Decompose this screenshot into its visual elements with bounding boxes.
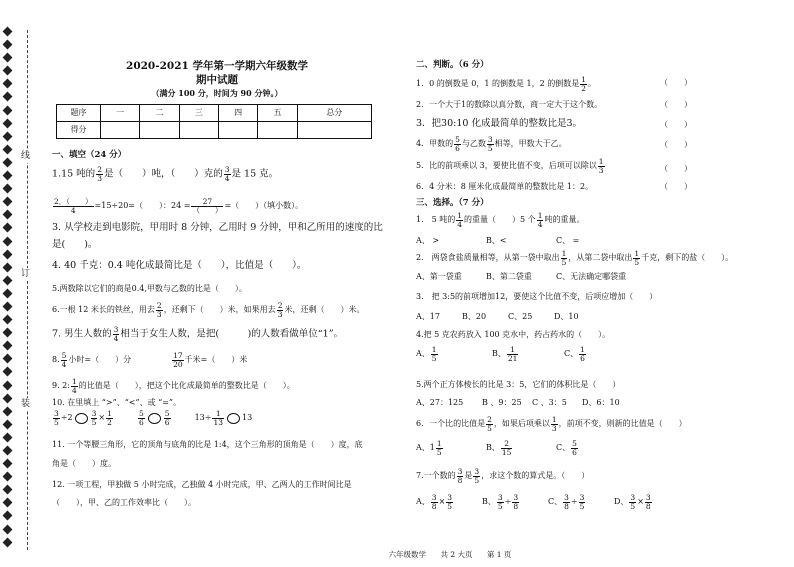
question-1-12: 12. 一项工程，甲独做 5 小时完成，乙独做 4 小时完成，甲、乙两人的工作时间比是 bbox=[52, 480, 352, 489]
binding-diamond bbox=[3, 92, 13, 102]
binding-diamond bbox=[3, 223, 13, 233]
score-cell[interactable] bbox=[297, 122, 371, 139]
fraction: $\frac{3}{5}$ bbox=[54, 409, 59, 427]
binding-diamond bbox=[3, 40, 13, 50]
binding-diamond bbox=[3, 446, 13, 456]
judge-item-3: 3．把30:10 化成最简单的整数比是3。 bbox=[416, 118, 582, 129]
fraction: $\frac{1}{5}$ bbox=[634, 249, 640, 267]
judge-item-6: 6．4 分米：8 厘米化成最简单的整数比是 1：2。 bbox=[416, 182, 594, 191]
choice-1-option-c[interactable]: C、 = bbox=[556, 236, 580, 245]
fraction: $\frac{1}{2}$ bbox=[581, 75, 587, 93]
binding-diamond bbox=[3, 236, 13, 246]
choice-2-option-a[interactable]: A、第一袋重 bbox=[416, 272, 462, 281]
question-1-11-cont: 角是（ ）度。 bbox=[52, 459, 116, 468]
choice-5-option-a[interactable]: A、27：125 bbox=[416, 398, 464, 407]
judge-item-5: 5．比的前项乘以 3，要使比值不变，后项可以除以 $\frac{1}{3}$ bbox=[416, 157, 604, 175]
choice-7-option-d[interactable]: D、 $\frac{3}{5}$ × $\frac{3}{8}$ bbox=[614, 493, 651, 511]
score-cell[interactable] bbox=[218, 122, 257, 139]
binding-diamond bbox=[3, 432, 13, 442]
choice-1: 1. 5 吨的 $\frac{1}{4}$ 的重量（ ）5 个 $\frac{1}{4}$ 吨的重量。 bbox=[416, 211, 585, 229]
choice-6-option-c[interactable]: C、 $\frac{5}{6}$ bbox=[556, 439, 577, 457]
fraction: $\frac{3}{8}$ bbox=[564, 493, 569, 511]
binding-diamond bbox=[3, 380, 13, 390]
score-cell[interactable] bbox=[101, 122, 140, 139]
page-footer bbox=[300, 550, 600, 559]
binding-diamond bbox=[3, 171, 13, 181]
binding-diamond bbox=[3, 498, 13, 508]
choice-7: 7.一个数的 $\frac{3}{8}$ 是 $\frac{3}{5}$ ，求这个数的算式是。（ ） bbox=[416, 467, 590, 485]
judge-answer-4[interactable]: （ ） bbox=[660, 140, 692, 149]
question-1-3: 3. 从学校走到电影院，甲用时 8 分钟，乙用时 9 分钟，甲和乙所用的速度的比 bbox=[52, 222, 383, 233]
binding-diamond bbox=[3, 288, 13, 298]
binding-diamond bbox=[3, 341, 13, 351]
score-table-label: 得分 bbox=[57, 122, 101, 139]
judge-item-4: 4．甲数的 $\frac{5}{6}$ 与乙数 $\frac{3}{5}$ 相等，甲数大于乙。 bbox=[416, 135, 567, 153]
fraction: $\frac{2}{3}$ bbox=[277, 301, 283, 319]
binding-diamond-pattern bbox=[2, 28, 14, 552]
choice-6-option-b[interactable]: B、 $\frac{2}{15}$ bbox=[486, 439, 512, 457]
binding-diamond bbox=[3, 472, 13, 482]
fraction: $\frac{1}{4}$ bbox=[71, 377, 77, 395]
choice-7-option-a[interactable]: A、 $\frac{3}{8}$ × $\frac{3}{5}$ bbox=[416, 493, 453, 511]
fraction: $\frac{17}{20}$ bbox=[173, 351, 183, 369]
choice-1-option-a[interactable]: A、 > bbox=[416, 236, 440, 245]
question-1-10: 10. 在里填上 “>”、“<”、或 “=”。 bbox=[52, 398, 181, 407]
score-table-col: 四 bbox=[218, 105, 257, 122]
fraction: $\frac{3}{8}$ bbox=[645, 493, 651, 511]
fraction: $\frac{3}{8}$ bbox=[431, 493, 437, 511]
score-table-header-row bbox=[57, 105, 372, 122]
score-table-col: 二 bbox=[140, 105, 179, 122]
judge-answer-2[interactable]: （ ） bbox=[660, 100, 692, 109]
fraction: $\frac{1}{6}$ bbox=[580, 345, 585, 363]
fraction: $\frac{5}{6}$ bbox=[138, 409, 144, 427]
footer-subject: 六年级数学 bbox=[388, 550, 427, 559]
binding-diamond bbox=[3, 485, 13, 495]
question-1-10-items: $\frac{3}{5}$ ÷2 $\frac{3}{5}$ × $\frac{1}{2}$ $\frac{5}{6}$ $\frac{5}{6}$ 13÷ $\frac{1}{13}$ 13 bbox=[54, 409, 253, 427]
binding-diamond bbox=[3, 27, 13, 37]
judge-answer-5[interactable]: （ ） bbox=[660, 164, 692, 173]
question-1-6: 6.一根 12 米长的铁丝，用去 $\frac{2}{3}$ ，还剩下（ ）米，如果用去 $\frac{2}{3}$ 米，还剩（ ）米。 bbox=[52, 301, 365, 319]
score-cell[interactable] bbox=[179, 122, 218, 139]
score-table-score-row bbox=[57, 122, 372, 139]
score-cell[interactable] bbox=[258, 122, 297, 139]
fraction: $\frac{1}{5}$ bbox=[561, 249, 567, 267]
compare-circle[interactable] bbox=[227, 413, 240, 424]
question-1-4: 4. 40 千克：0.4 吨化成最简比是（ ），比值是（ ）。 bbox=[52, 260, 307, 271]
binding-strip bbox=[0, 0, 44, 567]
binding-label-bind: 装 bbox=[21, 399, 31, 409]
fold-line bbox=[27, 30, 28, 550]
choice-3: 3. 把 3:5的前项增加12，要使这个比值不变，后项应增加（ ） bbox=[416, 292, 658, 301]
question-1-2: $\frac{2.( )}{4}$ =15÷20=（ ）：24 = $\frac{27}{( )}$ =（ ）（填小数）。 bbox=[54, 197, 304, 215]
question-1-7: 7. 男生人数的 $\frac{3}{4}$ 相当于女生人数，是把( )的人数看做单位“1”。 bbox=[52, 325, 344, 343]
exam-subtitle: 期中试题 bbox=[196, 74, 238, 86]
binding-diamond bbox=[3, 79, 13, 89]
fraction: $\frac{5}{6}$ bbox=[572, 439, 577, 457]
fraction: $\frac{2}{5}$ bbox=[487, 415, 492, 433]
fraction: $\frac{3}{5}$ bbox=[447, 493, 453, 511]
binding-label-line: 线 bbox=[21, 151, 31, 161]
fraction: $\frac{1}{21}$ bbox=[507, 345, 518, 363]
binding-diamond bbox=[3, 249, 13, 259]
question-1-9: 9. 2: $\frac{1}{4}$ 的比值是（ ），把这个比化成最简单的整数比是（ ）。 bbox=[52, 377, 295, 395]
choice-4-option-a[interactable]: A、 $\frac{1}{5}$ bbox=[416, 345, 437, 363]
fraction: $\frac{3}{4}$ bbox=[224, 165, 230, 183]
fraction: $\frac{1}{5}$ bbox=[431, 345, 437, 363]
choice-5-option-d[interactable]: D、6：10 bbox=[582, 398, 620, 407]
score-table-col: 总分 bbox=[297, 105, 371, 122]
binding-diamond bbox=[3, 537, 13, 547]
fraction: $\frac{3}{5}$ bbox=[579, 493, 585, 511]
choice-6-option-a[interactable]: A、1 $\frac{1}{5}$ bbox=[416, 439, 442, 457]
binding-diamond bbox=[3, 157, 13, 167]
fraction: $\frac{3}{4}$ bbox=[113, 325, 119, 343]
binding-label-order: 订 bbox=[21, 269, 31, 279]
question-1-3-cont: 是( )。 bbox=[52, 239, 98, 250]
choice-2-option-c[interactable]: C、无法确定哪袋重 bbox=[556, 272, 627, 281]
fraction: $\frac{3}{5}$ bbox=[487, 135, 493, 153]
binding-diamond bbox=[3, 275, 13, 285]
score-table-col: 五 bbox=[258, 105, 297, 122]
judge-item-2: 2．一个大于1的数除以真分数，商一定大于这个数。 bbox=[416, 100, 603, 109]
binding-diamond bbox=[3, 354, 13, 364]
fraction: $\frac{1}{2}$ bbox=[107, 409, 112, 427]
question-1-12-cont: （ ），甲、乙的工作效率比（ ）。 bbox=[52, 498, 196, 507]
choice-5-option-b[interactable]: B 、9：25 bbox=[482, 398, 522, 407]
fraction: $\frac{2.( )}{4}$ bbox=[54, 197, 93, 215]
fraction: $\frac{1}{4}$ bbox=[457, 211, 463, 229]
binding-diamond bbox=[3, 184, 13, 194]
judge-item-1: 1．0 的倒数是 0，1 的倒数是 1，2 的倒数是 $\frac{1}{2}$ 。 bbox=[416, 75, 597, 93]
fraction: $\frac{3}{5}$ bbox=[497, 493, 503, 511]
choice-6: 6．一个比的比值是 $\frac{2}{5}$ ，如果后项乘以 $\frac{1}{3}$ ，前项不变，则新的比值是（ ） bbox=[416, 415, 687, 433]
fraction: $\frac{2}{3}$ bbox=[156, 301, 162, 319]
fraction: $\frac{1}{3}$ bbox=[551, 415, 557, 433]
judge-answer-6[interactable]: （ ） bbox=[660, 182, 692, 191]
choice-4-option-b[interactable]: B、 $\frac{1}{21}$ bbox=[492, 345, 518, 363]
fraction: $\frac{3}{8}$ bbox=[513, 493, 519, 511]
binding-diamond bbox=[3, 197, 13, 207]
fraction: $\frac{1}{4}$ bbox=[537, 211, 543, 229]
binding-diamond bbox=[3, 393, 13, 403]
binding-diamond bbox=[3, 367, 13, 377]
choice-2: 2. 两袋食盐质量相等，从第一袋中取出 $\frac{1}{5}$ ，从第二袋中取出 $\frac{1}{5}$ 千克，剩下的盐（ ）。 bbox=[416, 249, 734, 267]
judge-answer-3[interactable]: （ ） bbox=[660, 120, 692, 129]
binding-diamond bbox=[3, 66, 13, 76]
section-3-title: 三、选择。（7 分） bbox=[416, 198, 489, 208]
binding-diamond bbox=[3, 262, 13, 272]
choice-7-option-b[interactable]: B、 $\frac{3}{5}$ ÷ $\frac{3}{8}$ bbox=[482, 493, 519, 511]
fraction: $\frac{5}{6}$ bbox=[455, 135, 460, 153]
compare-circle[interactable] bbox=[148, 413, 161, 424]
binding-diamond bbox=[3, 315, 13, 325]
choice-4-option-c[interactable]: C、 $\frac{1}{6}$ bbox=[564, 345, 585, 363]
fraction: $\frac{3}{8}$ bbox=[457, 467, 463, 485]
score-table-label: 题序 bbox=[57, 105, 101, 122]
fraction: $\frac{3}{5}$ bbox=[630, 493, 636, 511]
fraction: $\frac{1}{13}$ bbox=[213, 409, 224, 427]
fraction: $\frac{1}{3}$ bbox=[598, 157, 604, 175]
binding-diamond bbox=[3, 419, 13, 429]
binding-diamond bbox=[3, 53, 13, 63]
binding-diamond bbox=[3, 511, 13, 521]
binding-diamond bbox=[3, 459, 13, 469]
choice-4: 4.把 5 克农药放入 100 克水中，药占药水的（ ）。 bbox=[416, 330, 611, 339]
binding-diamond bbox=[3, 524, 13, 534]
choice-5-option-c[interactable]: C 、3：5 bbox=[532, 398, 567, 407]
exam-note: （满分 100 分，时间为 90 分钟。） bbox=[151, 88, 283, 98]
binding-diamond bbox=[3, 144, 13, 154]
choice-1-option-b[interactable]: B、< bbox=[486, 236, 507, 245]
fraction: $\frac{1}{5}$ bbox=[436, 439, 442, 457]
choice-2-option-b[interactable]: B、第二袋重 bbox=[486, 272, 532, 281]
question-1-11: 11. 一个等腰三角形，它的顶角与底角的比是 1:4，这个三角形的顶角是（ ）度，底 bbox=[52, 440, 363, 449]
fraction: $\frac{2}{3}$ bbox=[97, 165, 102, 183]
question-1-5: 5.两数除以它们的商是0.4,甲数与乙数的比是（ ）。 bbox=[52, 284, 247, 293]
score-table bbox=[56, 104, 372, 139]
exam-title: 2020-2021 学年第一学期六年级数学 bbox=[126, 60, 308, 72]
binding-diamond bbox=[3, 131, 13, 141]
question-1-1: 1.15 吨的 $\frac{2}{3}$ 是（ ）吨，（ ）克的 $\frac{3}{4}$ 是 15 克。 bbox=[52, 165, 279, 183]
binding-diamond bbox=[3, 406, 13, 416]
choice-7-option-c[interactable]: C、 $\frac{3}{8}$ ÷ $\frac{3}{5}$ bbox=[548, 493, 585, 511]
binding-diamond bbox=[3, 210, 13, 220]
choice-3-option-b[interactable]: B、20 bbox=[462, 312, 487, 321]
section-2-title: 二、判断。（6 分） bbox=[416, 60, 489, 70]
binding-diamond bbox=[3, 302, 13, 312]
judge-answer-1[interactable]: （ ） bbox=[660, 78, 692, 87]
score-table-col: 一 bbox=[101, 105, 140, 122]
fraction: $\frac{5}{6}$ bbox=[164, 409, 170, 427]
choice-3-option-a[interactable]: A、17 bbox=[416, 312, 440, 321]
binding-diamond bbox=[3, 328, 13, 338]
fraction: $\frac{2}{15}$ bbox=[501, 439, 512, 457]
fraction: $\frac{3}{5}$ bbox=[474, 467, 480, 485]
binding-diamond bbox=[3, 105, 13, 115]
section-1-title: 一、填空（24 分） bbox=[52, 150, 127, 160]
choice-3-option-d[interactable]: D、10 bbox=[554, 312, 579, 321]
footer-page-number: 第 1 页 bbox=[486, 550, 512, 559]
choice-3-option-c[interactable]: C、25 bbox=[508, 312, 533, 321]
fraction: $\frac{3}{5}$ bbox=[91, 409, 97, 427]
fraction: $\frac{27}{( )}$ bbox=[192, 197, 223, 215]
binding-diamond bbox=[3, 118, 13, 128]
score-table-col: 三 bbox=[179, 105, 218, 122]
footer-total-pages: 共 2 大页 bbox=[440, 550, 473, 559]
compare-circle[interactable] bbox=[75, 413, 88, 424]
score-cell[interactable] bbox=[140, 122, 179, 139]
fraction: $\frac{5}{4}$ bbox=[61, 351, 67, 369]
question-1-8: 8. $\frac{5}{4}$ 小时=（ ）分 $\frac{17}{20}$ 千米=（ ）米 bbox=[52, 351, 248, 369]
choice-5: 5.两个正方体棱长的比是 3：5，它们的体积比是（ ） bbox=[416, 380, 621, 389]
